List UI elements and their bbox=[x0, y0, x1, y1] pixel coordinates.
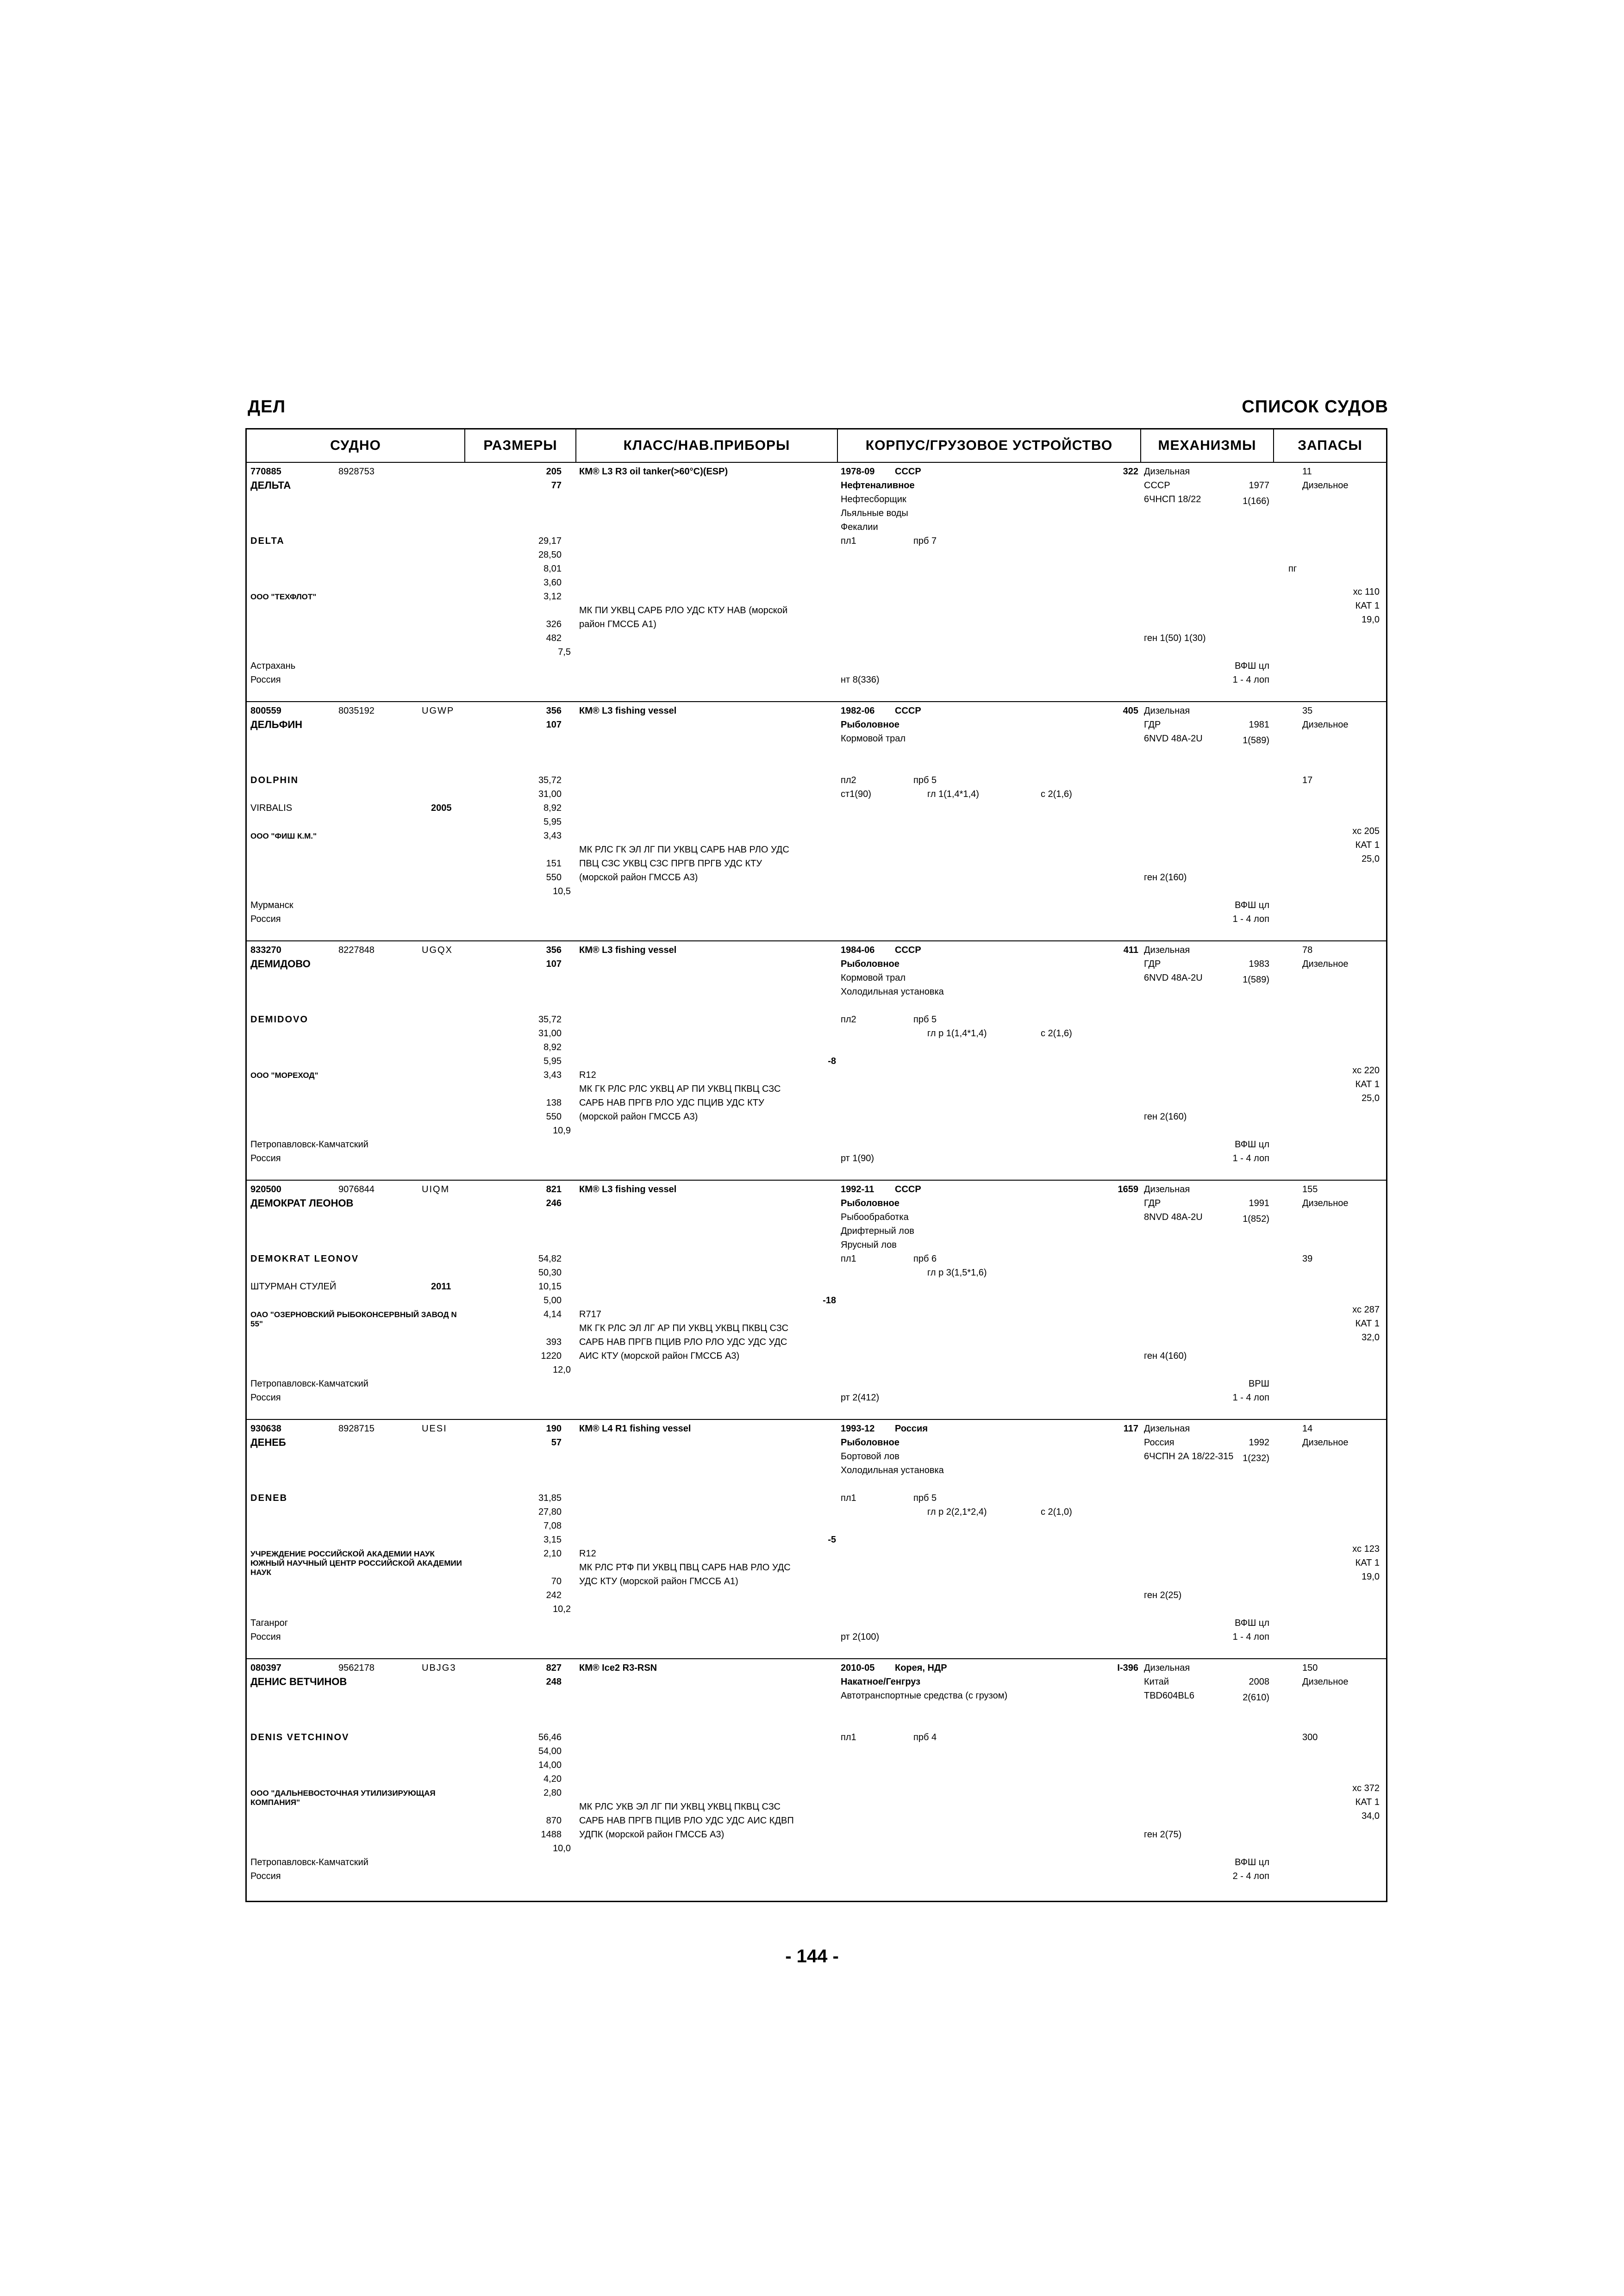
owner: ООО "ТЕХФЛОТ" bbox=[250, 592, 317, 601]
engine-type: Дизельная bbox=[1144, 1184, 1190, 1195]
ship-name: ДЕНИС ВЕТЧИНОВ bbox=[250, 1676, 347, 1687]
endurance: 25,0 bbox=[1362, 1093, 1380, 1103]
ship-subtype: Дрифтерный лов bbox=[841, 1226, 914, 1236]
call-sign: UGQX bbox=[422, 945, 453, 955]
class-extra: -5 bbox=[828, 1535, 836, 1545]
fuel-capacity: 35 bbox=[1302, 706, 1313, 716]
depth: 4,20 bbox=[543, 1774, 562, 1784]
column-header-supplies: ЗАПАСЫ bbox=[1273, 429, 1386, 462]
owner: ООО "ФИШ К.М." bbox=[250, 832, 317, 840]
crew-complement: хс 110 bbox=[1353, 587, 1380, 597]
engine-country: ГДР bbox=[1144, 720, 1161, 730]
column-header-hull: КОРПУС/ГРУЗОВОЕ УСТРОЙСТВО bbox=[837, 429, 1140, 462]
fuel-type: Дизельное bbox=[1302, 1677, 1349, 1687]
breadth: 8,01 bbox=[543, 564, 562, 574]
deadweight: 393 bbox=[546, 1337, 562, 1347]
owner: ООО "ДАЛЬНЕВОСТОЧНАЯ УТИЛИЗИРУЮЩАЯ КОМПАНИЯ" bbox=[250, 1789, 436, 1807]
decks: пл1 bbox=[841, 1493, 856, 1503]
ship-name: ДЕЛЬТА bbox=[250, 479, 291, 491]
engine-country: ГДР bbox=[1144, 1198, 1161, 1208]
tanks: рт 2(100) bbox=[841, 1632, 880, 1642]
hull-number: 117 bbox=[1123, 1424, 1138, 1434]
page-number: - 144 - bbox=[785, 1946, 839, 1966]
draught: 4,14 bbox=[543, 1309, 562, 1319]
speed: 10,2 bbox=[553, 1604, 571, 1614]
ship-name: ДЕМОКРАТ ЛЕОНОВ bbox=[250, 1197, 354, 1209]
speed: 10,9 bbox=[553, 1126, 571, 1136]
fuel-capacity: 14 bbox=[1302, 1424, 1313, 1434]
generators: ген 2(160) bbox=[1144, 872, 1187, 883]
section-code: ДЕЛ bbox=[248, 397, 286, 417]
ship-type: Рыболовное bbox=[841, 959, 899, 969]
length-pp: 50,30 bbox=[538, 1268, 562, 1278]
flag-country: Россия bbox=[250, 1632, 281, 1642]
flag-country: Россия bbox=[250, 1153, 281, 1164]
displacement: 482 bbox=[546, 633, 562, 643]
breadth: 10,15 bbox=[538, 1282, 562, 1292]
ship-name-latin: DOLPHIN bbox=[250, 775, 299, 785]
speed: 7,5 bbox=[558, 647, 571, 657]
ship-record bbox=[247, 1181, 1386, 1420]
endurance: 25,0 bbox=[1362, 854, 1380, 864]
water-capacity: 300 bbox=[1302, 1732, 1318, 1742]
net-tonnage: 57 bbox=[551, 1437, 562, 1448]
decks: пл1 bbox=[841, 1254, 856, 1264]
build-date: 1984-06 bbox=[841, 945, 875, 955]
tanks: рт 2(412) bbox=[841, 1393, 880, 1403]
propeller-blades: 1 - 4 лоп bbox=[1232, 914, 1269, 924]
class-code: R717 bbox=[579, 1309, 601, 1319]
depth: 5,95 bbox=[543, 817, 562, 827]
fuel-type: Дизельное bbox=[1302, 480, 1349, 491]
ship-type: Рыболовное bbox=[841, 1198, 899, 1208]
build-date: 1978-09 bbox=[841, 467, 875, 477]
build-country: СССР bbox=[895, 467, 921, 477]
tanks: нт 8(336) bbox=[841, 675, 880, 685]
ship-subtype: Ярусный лов bbox=[841, 1240, 897, 1250]
hatches: гл р 2(2,1*2,4) bbox=[927, 1507, 987, 1517]
ship-name-latin: DELTA bbox=[250, 536, 285, 546]
length-pp: 27,80 bbox=[538, 1507, 562, 1517]
home-port: Петропавловск-Камчатский bbox=[250, 1379, 369, 1389]
length-pp: 54,00 bbox=[538, 1746, 562, 1756]
nav-equipment-line: САРБ НАВ ПРГВ ПЦИВ РЛО РЛО УДС УДС УДС bbox=[579, 1337, 787, 1347]
displacement: 1488 bbox=[541, 1829, 562, 1840]
length-overall: 54,82 bbox=[538, 1254, 562, 1264]
class-extra: -8 bbox=[828, 1056, 836, 1066]
breadth: 14,00 bbox=[538, 1760, 562, 1770]
propeller-blades: 1 - 4 лоп bbox=[1232, 1153, 1269, 1164]
engine-model: 8NVD 48A-2U bbox=[1144, 1212, 1203, 1222]
crew-complement: хс 220 bbox=[1352, 1065, 1380, 1076]
breadth: 8,92 bbox=[543, 803, 562, 813]
hull-number: 411 bbox=[1123, 945, 1138, 955]
engine-country: ГДР bbox=[1144, 959, 1161, 969]
hull-number: 405 bbox=[1123, 706, 1138, 716]
ship-register-table bbox=[245, 428, 1387, 1902]
hull-number: 322 bbox=[1123, 467, 1138, 477]
net-tonnage: 107 bbox=[546, 959, 562, 969]
draught: 2,80 bbox=[543, 1788, 562, 1798]
nav-equipment-line: (морской район ГМССБ А3) bbox=[579, 872, 698, 883]
former-name: VIRBALIS bbox=[250, 803, 293, 813]
fuel-type: Дизельное bbox=[1302, 1198, 1349, 1208]
length-pp: 28,50 bbox=[538, 550, 562, 560]
water-capacity: 39 bbox=[1302, 1254, 1313, 1264]
gross-tonnage: 205 bbox=[546, 467, 562, 477]
ship-record bbox=[247, 702, 1386, 941]
ship-subtype: Нефтесборщик bbox=[841, 494, 906, 504]
engine-year: 1977 bbox=[1249, 480, 1269, 491]
category: КАТ 1 bbox=[1355, 1319, 1380, 1329]
propeller: ВФШ цл bbox=[1235, 1857, 1269, 1867]
propeller: ВФШ цл bbox=[1235, 1618, 1269, 1628]
class-notation: КМ® L3 fishing vessel bbox=[579, 945, 677, 955]
generators: ген 2(25) bbox=[1144, 1590, 1182, 1600]
ship-record bbox=[247, 1659, 1386, 1898]
flag-country: Россия bbox=[250, 675, 281, 685]
flag-country: Россия bbox=[250, 1393, 281, 1403]
call-sign: UESI bbox=[422, 1424, 447, 1434]
class-notation: КМ® L3 fishing vessel bbox=[579, 1184, 677, 1195]
ship-subtype: Рыбообработка bbox=[841, 1212, 909, 1222]
fuel-type: Дизельное bbox=[1302, 720, 1349, 730]
nav-equipment-line: МК ПИ УКВЦ САРБ РЛО УДС КТУ НАВ (морской bbox=[579, 605, 788, 616]
call-sign: UBJG3 bbox=[422, 1663, 456, 1673]
engine-power: 1(589) bbox=[1243, 975, 1269, 985]
build-date: 1993-12 bbox=[841, 1424, 875, 1434]
engine-model: 6ЧСПН 2А 18/22-315 bbox=[1144, 1451, 1234, 1462]
depth: 3,15 bbox=[543, 1535, 562, 1545]
imo-number: 9562178 bbox=[338, 1663, 375, 1673]
depth: 3,60 bbox=[543, 578, 562, 588]
home-port: Астрахань bbox=[250, 661, 296, 671]
nav-equipment-line: (морской район ГМССБ А3) bbox=[579, 1112, 698, 1122]
ship-record bbox=[247, 1420, 1386, 1659]
breadth: 7,08 bbox=[543, 1521, 562, 1531]
engine-model: TBD604BL6 bbox=[1144, 1691, 1194, 1701]
ship-name-latin: DEMOKRAT LEONOV bbox=[250, 1254, 359, 1264]
displacement: 550 bbox=[546, 872, 562, 883]
registry-number: 833270 bbox=[250, 945, 281, 955]
imo-number: 9076844 bbox=[338, 1184, 375, 1195]
crew-complement: хс 287 bbox=[1352, 1305, 1380, 1315]
ship-type: Рыболовное bbox=[841, 1437, 899, 1448]
endurance: 19,0 bbox=[1362, 1572, 1380, 1582]
net-tonnage: 246 bbox=[546, 1198, 562, 1208]
engine-country: Китай bbox=[1144, 1677, 1169, 1687]
endurance: 32,0 bbox=[1362, 1332, 1380, 1343]
speed: 10,0 bbox=[553, 1843, 571, 1854]
class-code: R12 bbox=[579, 1549, 596, 1559]
ship-type: Нефтеналивное bbox=[841, 480, 915, 491]
build-country: СССР bbox=[895, 945, 921, 955]
decks: пл2 bbox=[841, 1014, 856, 1025]
class-code: R12 bbox=[579, 1070, 596, 1080]
ship-name: ДЕЛЬФИН bbox=[250, 719, 303, 730]
fuel-type: Дизельное bbox=[1302, 959, 1349, 969]
depth: 5,95 bbox=[543, 1056, 562, 1066]
home-port: Мурманск bbox=[250, 900, 294, 910]
engine-type: Дизельная bbox=[1144, 467, 1190, 477]
bulkheads: прб 5 bbox=[913, 775, 937, 785]
engine-power: 1(232) bbox=[1243, 1453, 1269, 1463]
deadweight: 70 bbox=[551, 1576, 562, 1587]
registry-number: 930638 bbox=[250, 1424, 281, 1434]
fuel-capacity: 150 bbox=[1302, 1663, 1318, 1673]
ship-subtype: Холодильная установка bbox=[841, 1465, 944, 1475]
generators: ген 2(160) bbox=[1144, 1112, 1187, 1122]
crew-complement: хс 372 bbox=[1352, 1783, 1380, 1793]
generators: ген 1(50) 1(30) bbox=[1144, 633, 1206, 643]
nav-equipment-line: УДПК (морской район ГМССБ А3) bbox=[579, 1829, 725, 1840]
hull-number: 1659 bbox=[1118, 1184, 1138, 1195]
build-country: СССР bbox=[895, 706, 921, 716]
nav-equipment-line: АИС КТУ (морской район ГМССБ А3) bbox=[579, 1351, 740, 1361]
registry-number: 800559 bbox=[250, 706, 281, 716]
category: КАТ 1 bbox=[1355, 840, 1380, 850]
net-tonnage: 107 bbox=[546, 720, 562, 730]
imo-number: 8035192 bbox=[338, 706, 375, 716]
fuel-capacity: 78 bbox=[1302, 945, 1313, 955]
engine-model: 6ЧНСП 18/22 bbox=[1144, 494, 1201, 504]
endurance: 34,0 bbox=[1362, 1811, 1380, 1821]
ship-type: Накатное/Генгруз bbox=[841, 1677, 921, 1687]
ship-name-latin: DENIS VETCHINOV bbox=[250, 1732, 350, 1742]
engine-model: 6NVD 48A-2U bbox=[1144, 973, 1203, 983]
draught: 3,12 bbox=[543, 591, 562, 602]
home-port: Таганрог bbox=[250, 1618, 288, 1628]
gross-tonnage: 356 bbox=[546, 706, 562, 716]
propeller: ВФШ цл bbox=[1235, 661, 1269, 671]
tanks: рт 1(90) bbox=[841, 1153, 874, 1164]
owner: ОАО "ОЗЕРНОВСКИЙ РЫБОКОНСЕРВНЫЙ ЗАВОД N 55" bbox=[250, 1310, 457, 1328]
ship-subtype: Кормовой трал bbox=[841, 734, 906, 744]
category: КАТ 1 bbox=[1355, 1797, 1380, 1807]
engine-year: 1991 bbox=[1249, 1198, 1269, 1208]
nav-equipment-line: МК ГК РЛС РЛС УКВЦ АР ПИ УКВЦ ПКВЦ СЗС bbox=[579, 1084, 781, 1094]
ship-name: ДЕНЕБ bbox=[250, 1437, 286, 1448]
deadweight: 138 bbox=[546, 1098, 562, 1108]
endurance: 19,0 bbox=[1362, 615, 1380, 625]
propeller-blades: 1 - 4 лоп bbox=[1232, 675, 1269, 685]
bulkheads: прб 5 bbox=[913, 1493, 937, 1503]
net-tonnage: 77 bbox=[551, 480, 562, 491]
propeller: ВРШ bbox=[1248, 1379, 1269, 1389]
ship-type: Рыболовное bbox=[841, 720, 899, 730]
ship-subtype: Льяльные воды bbox=[841, 508, 908, 518]
bulkheads: прб 5 bbox=[913, 1014, 937, 1025]
former-name-year: 2005 bbox=[431, 803, 452, 813]
engine-year: 2008 bbox=[1249, 1677, 1269, 1687]
registry-number: 920500 bbox=[250, 1184, 281, 1195]
breadth: 8,92 bbox=[543, 1042, 562, 1052]
nav-equipment-line: ПВЦ СЗС УКВЦ СЗС ПРГВ ПРГВ УДС КТУ bbox=[579, 859, 762, 869]
engine-country: СССР bbox=[1144, 480, 1170, 491]
build-date: 2010-05 bbox=[841, 1663, 875, 1673]
nav-equipment-line: МК РЛС УКВ ЭЛ ЛГ ПИ УКВЦ УКВЦ ПКВЦ СЗС bbox=[579, 1802, 781, 1812]
draught: 2,10 bbox=[543, 1549, 562, 1559]
engine-power: 2(610) bbox=[1243, 1692, 1269, 1703]
net-tonnage: 248 bbox=[546, 1677, 562, 1687]
build-country: Корея, НДР bbox=[895, 1663, 947, 1673]
build-date: 1992-11 bbox=[841, 1184, 874, 1195]
cargo-gear: с 2(1,0) bbox=[1041, 1507, 1072, 1517]
gross-tonnage: 190 bbox=[546, 1424, 562, 1434]
engine-type: Дизельная bbox=[1144, 706, 1190, 716]
ship-record bbox=[247, 941, 1386, 1181]
engine-year: 1983 bbox=[1249, 959, 1269, 969]
ship-subtype: Холодильная установка bbox=[841, 987, 944, 997]
home-port: Петропавловск-Камчатский bbox=[250, 1857, 369, 1867]
engine-year: 1981 bbox=[1249, 720, 1269, 730]
ship-record bbox=[247, 463, 1386, 702]
speed: 10,5 bbox=[553, 886, 571, 896]
supply-mark: пг bbox=[1288, 564, 1297, 574]
length-overall: 35,72 bbox=[538, 1014, 562, 1025]
gross-tonnage: 827 bbox=[546, 1663, 562, 1673]
bulkheads: прб 7 bbox=[913, 536, 937, 546]
category: КАТ 1 bbox=[1355, 601, 1380, 611]
ship-subtype: Фекалии bbox=[841, 522, 878, 532]
engine-type: Дизельная bbox=[1144, 1663, 1190, 1673]
gross-tonnage: 356 bbox=[546, 945, 562, 955]
owner: УЧРЕЖДЕНИЕ РОССИЙСКОЙ АКАДЕМИИ НАУК ЮЖНЫЙ НАУЧНЫЙ ЦЕНТР РОССИЙСКОЙ АКАДЕМИИ НАУК bbox=[250, 1549, 462, 1577]
propeller: ВФШ цл bbox=[1235, 1139, 1269, 1150]
crew-complement: хс 205 bbox=[1352, 826, 1380, 836]
build-country: СССР bbox=[895, 1184, 921, 1195]
hatches: гл р 1(1,4*1,4) bbox=[927, 1028, 987, 1039]
former-name: ШТУРМАН СТУЛЕЙ bbox=[250, 1282, 337, 1292]
ship-subtype: Бортовой лов bbox=[841, 1451, 899, 1462]
displacement: 242 bbox=[546, 1590, 562, 1600]
engine-type: Дизельная bbox=[1144, 945, 1190, 955]
hatches: гл р 3(1,5*1,6) bbox=[927, 1268, 987, 1278]
deadweight: 151 bbox=[546, 859, 562, 869]
crew-complement: хс 123 bbox=[1352, 1544, 1380, 1554]
home-port: Петропавловск-Камчатский bbox=[250, 1139, 369, 1150]
bulkheads: прб 4 bbox=[913, 1732, 937, 1742]
nav-equipment-line: район ГМССБ А1) bbox=[579, 619, 656, 629]
displacement: 1220 bbox=[541, 1351, 562, 1361]
class-notation: КМ® L3 fishing vessel bbox=[579, 706, 677, 716]
class-notation: КМ® L3 R3 oil tanker(>60°C)(ESP) bbox=[579, 467, 728, 477]
engine-power: 1(852) bbox=[1243, 1214, 1269, 1224]
length-pp: 31,00 bbox=[538, 789, 562, 799]
call-sign: UIQM bbox=[422, 1184, 450, 1195]
engine-country: Россия bbox=[1144, 1437, 1174, 1448]
column-header-ship: СУДНО bbox=[330, 438, 381, 453]
cargo-gear: с 2(1,6) bbox=[1041, 1028, 1072, 1039]
section-title: СПИСОК СУДОВ bbox=[1242, 397, 1388, 417]
nav-equipment-line: МК РЛС ГК ЭЛ ЛГ ПИ УКВЦ САРБ НАВ РЛО УДС bbox=[579, 845, 789, 855]
engine-power: 1(589) bbox=[1243, 735, 1269, 746]
flag-country: Россия bbox=[250, 914, 281, 924]
ship-name-latin: DENEB bbox=[250, 1493, 288, 1503]
hatches: гл 1(1,4*1,4) bbox=[927, 789, 979, 799]
category: КАТ 1 bbox=[1355, 1558, 1380, 1568]
length-overall: 56,46 bbox=[538, 1732, 562, 1742]
column-header-class: КЛАСС/НАВ.ПРИБОРЫ bbox=[575, 429, 837, 462]
water-capacity: 17 bbox=[1302, 775, 1313, 785]
cargo-gear: с 2(1,6) bbox=[1041, 789, 1072, 799]
build-date: 1982-06 bbox=[841, 706, 875, 716]
nav-equipment-line: МК ГК РЛС ЭЛ ЛГ АР ПИ УКВЦ УКВЦ ПКВЦ СЗС bbox=[579, 1323, 789, 1333]
decks: пл2 bbox=[841, 775, 856, 785]
propeller-blades: 1 - 4 лоп bbox=[1232, 1393, 1269, 1403]
engine-power: 1(166) bbox=[1243, 496, 1269, 506]
propeller-blades: 1 - 4 лоп bbox=[1232, 1632, 1269, 1642]
propeller: ВФШ цл bbox=[1235, 900, 1269, 910]
nav-equipment-line: САРБ НАВ ПРГВ ПЦИВ РЛО УДС УДС АИС КДВП bbox=[579, 1816, 794, 1826]
length-overall: 31,85 bbox=[538, 1493, 562, 1503]
engine-model: 6NVD 48A-2U bbox=[1144, 734, 1203, 744]
nav-equipment-line: САРБ НАВ ПРГВ РЛО УДС ПЦИВ УДС КТУ bbox=[579, 1098, 764, 1108]
holds: ст1(90) bbox=[841, 789, 871, 799]
generators: ген 4(160) bbox=[1144, 1351, 1187, 1361]
length-pp: 31,00 bbox=[538, 1028, 562, 1039]
draught: 3,43 bbox=[543, 1070, 562, 1080]
deadweight: 870 bbox=[546, 1816, 562, 1826]
displacement: 550 bbox=[546, 1112, 562, 1122]
hull-number: I-396 bbox=[1117, 1663, 1138, 1673]
owner: ООО "МОРЕХОД" bbox=[250, 1071, 319, 1080]
build-country: Россия bbox=[895, 1424, 928, 1434]
column-header-machinery: МЕХАНИЗМЫ bbox=[1140, 429, 1273, 462]
column-header-dimensions: РАЗМЕРЫ bbox=[464, 429, 575, 462]
registry-number: 080397 bbox=[250, 1663, 281, 1673]
gross-tonnage: 821 bbox=[546, 1184, 562, 1195]
imo-number: 8928715 bbox=[338, 1424, 375, 1434]
class-notation: КМ® L4 R1 fishing vessel bbox=[579, 1424, 691, 1434]
fuel-capacity: 11 bbox=[1302, 467, 1312, 477]
engine-type: Дизельная bbox=[1144, 1424, 1190, 1434]
nav-equipment-line: УДС КТУ (морской район ГМССБ А1) bbox=[579, 1576, 738, 1587]
category: КАТ 1 bbox=[1355, 1079, 1380, 1089]
bulkheads: прб 6 bbox=[913, 1254, 937, 1264]
generators: ген 2(75) bbox=[1144, 1829, 1182, 1840]
ship-subtype: Автотранспортные средства (с грузом) bbox=[841, 1691, 1008, 1701]
depth: 5,00 bbox=[543, 1295, 562, 1306]
imo-number: 8928753 bbox=[338, 467, 375, 477]
fuel-type: Дизельное bbox=[1302, 1437, 1349, 1448]
deadweight: 326 bbox=[546, 619, 562, 629]
decks: пл1 bbox=[841, 536, 856, 546]
nav-equipment-line: МК РЛС РТФ ПИ УКВЦ ПВЦ САРБ НАВ РЛО УДС bbox=[579, 1562, 791, 1573]
class-notation: КМ® Ice2 R3-RSN bbox=[579, 1663, 657, 1673]
speed: 12,0 bbox=[553, 1365, 571, 1375]
imo-number: 8227848 bbox=[338, 945, 375, 955]
ship-name-latin: DEMIDOVO bbox=[250, 1014, 308, 1025]
former-name-year: 2011 bbox=[431, 1282, 451, 1292]
length-overall: 29,17 bbox=[538, 536, 562, 546]
decks: пл1 bbox=[841, 1732, 856, 1742]
propeller-blades: 2 - 4 лоп bbox=[1232, 1871, 1269, 1881]
class-extra: -18 bbox=[823, 1295, 836, 1306]
ship-name: ДЕМИДОВО bbox=[250, 958, 311, 970]
length-overall: 35,72 bbox=[538, 775, 562, 785]
call-sign: UGWP bbox=[422, 706, 455, 716]
engine-year: 1992 bbox=[1249, 1437, 1269, 1448]
draught: 3,43 bbox=[543, 831, 562, 841]
flag-country: Россия bbox=[250, 1871, 281, 1881]
registry-number: 770885 bbox=[250, 467, 281, 477]
ship-subtype: Кормовой трал bbox=[841, 973, 906, 983]
fuel-capacity: 155 bbox=[1302, 1184, 1318, 1195]
